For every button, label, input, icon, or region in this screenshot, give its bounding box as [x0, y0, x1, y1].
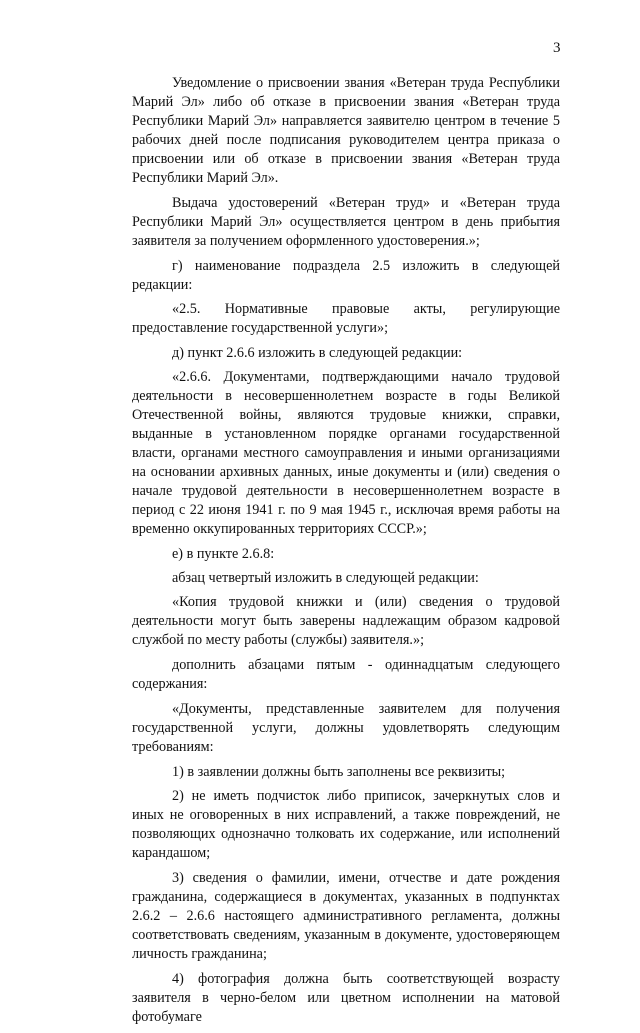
paragraph-copy-workbook: «Копия трудовой книжки и (или) сведения о трудовой деятельности могут быть заверены надлежащим образом кадровой службой по месту работы (службы) заявителя.»; [132, 594, 560, 648]
list-item-3: 3) сведения о фамилии, имени, отчестве и дате рождения гражданина, содержащиеся в документах, указанных в подпунктах 2.6.2 – 2.6.6 настоящего административного регламента, должны соответствовать сведениям, указанным в документе, удостоверяющем личность гражданина; [132, 870, 560, 962]
paragraph-item-g: г) наименование подраздела 2.5 изложить в следующей редакции: [132, 258, 560, 293]
list-item-1: 1) в заявлении должны быть заполнены все реквизиты; [172, 764, 506, 780]
paragraph-documents-requirements: «Документы, представленные заявителем для получения государственной услуги, должны удовлетворять следующим требованиям: [132, 701, 560, 755]
paragraph-abzac-4: абзац четвертый изложить в следующей редакции: [172, 570, 479, 586]
paragraph-add-abzac: дополнить абзацами пятым - одиннадцатым следующего содержания: [132, 657, 560, 692]
page-number: 3 [553, 40, 561, 56]
paragraph-item-e: е) в пункте 2.6.8: [172, 546, 275, 562]
paragraph-notification: Уведомление о присвоении звания «Ветеран труда Республики Марий Эл» либо об отказе в присвоении звания «Ветеран труда Республики Марий Эл» направляется заявителю центром в течение 5 рабочих дней после подписания руководителем центра приказа о присвоении или об отказе в присвоении звания «Ветеран труда Республики Марий Эл». [132, 75, 560, 186]
document-body [132, 74, 560, 1033]
paragraph-2-5: «2.5. Нормативные правовые акты, регулирующие предоставление государственной услуги»; [132, 301, 560, 336]
paragraph-item-d: д) пункт 2.6.6 изложить в следующей редакции: [172, 345, 463, 361]
paragraph-certificate-issue: Выдача удостоверений «Ветеран труд» и «Ветеран труда Республики Марий Эл» осуществляется центром в день прибытия заявителя за получением оформленного удостоверения.»; [132, 195, 560, 249]
list-item-2: 2) не иметь подчисток либо приписок, зачеркнутых слов и иных не оговоренных в них исправлений, а также повреждений, не позволяющих однозначно толковать их содержание, или исполнений карандашом; [132, 788, 560, 861]
list-item-4: 4) фотография должна быть соответствующей возрасту заявителя в черно-белом или цветном исполнении на матовой фотобумаге [132, 971, 560, 1025]
paragraph-2-6-6: «2.6.6. Документами, подтверждающими начало трудовой деятельности в несовершеннолетнем возрасте в годы Великой Отечественной войны, являются трудовые книжки, справки, выданные в установленном порядке органами государственной власти, органами местного самоуправления и иными организациями на основании архивных данных, иные документы и (или) сведения о начале трудовой деятельности в несовершеннолетнем возрасте в период с 22 июня 1941 г. по 9 мая 1945 г., исключая время работы на временно оккупированных территориях СССР.»; [132, 369, 560, 537]
